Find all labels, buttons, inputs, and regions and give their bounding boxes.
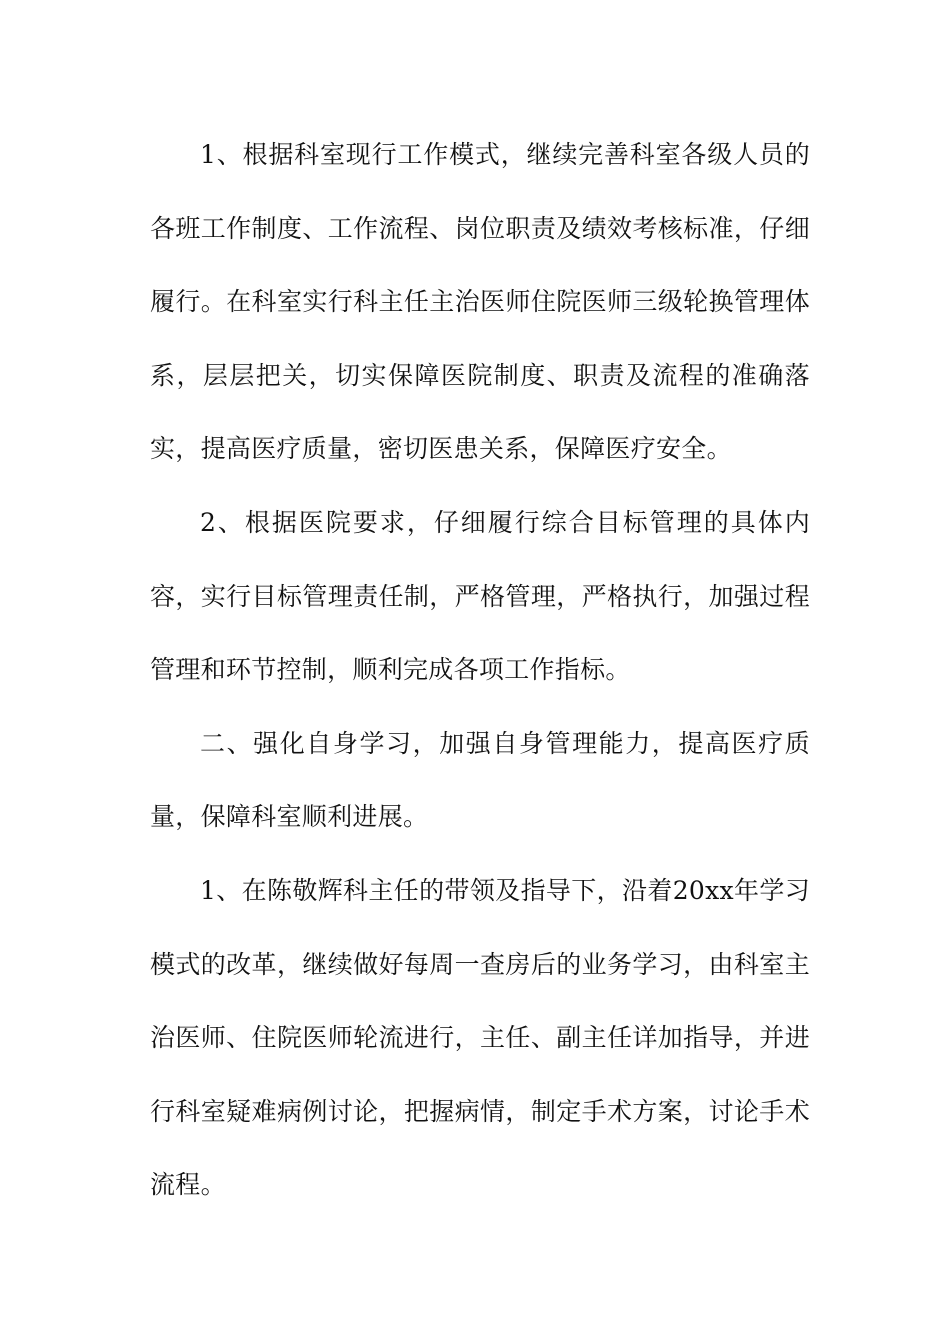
paragraph-1: 1、根据科室现行工作模式，继续完善科室各级人员的各班工作制度、工作流程、岗位职责及绩效考核标准，仔细履行。在科室实行科主任主治医师住院医师三级轮换管理体系，层层把关，切实保障医院制度、职责及流程的准确落实，提高医疗质量，密切医患关系，保障医疗安全。 bbox=[150, 140, 810, 464]
paragraph-4: 1、在陈敬辉科主任的带领及指导下，沿着20xx年学习模式的改革，继续做好每周一查房后的业务学习，由科室主治医师、住院医师轮流进行，主任、副主任详加指导，并进行科室疑难病例讨论，把握病情，制定手术方案，讨论手术流程。 bbox=[150, 875, 810, 1200]
paragraph-3: 二、强化自身学习，加强自身管理能力，提高医疗质量，保障科室顺利进展。 bbox=[150, 728, 810, 832]
document-body bbox=[150, 118, 810, 1222]
paragraph-2: 2、根据医院要求，仔细履行综合目标管理的具体内容，实行目标管理责任制，严格管理，严格执行，加强过程管理和环节控制，顺利完成各项工作指标。 bbox=[150, 507, 810, 685]
